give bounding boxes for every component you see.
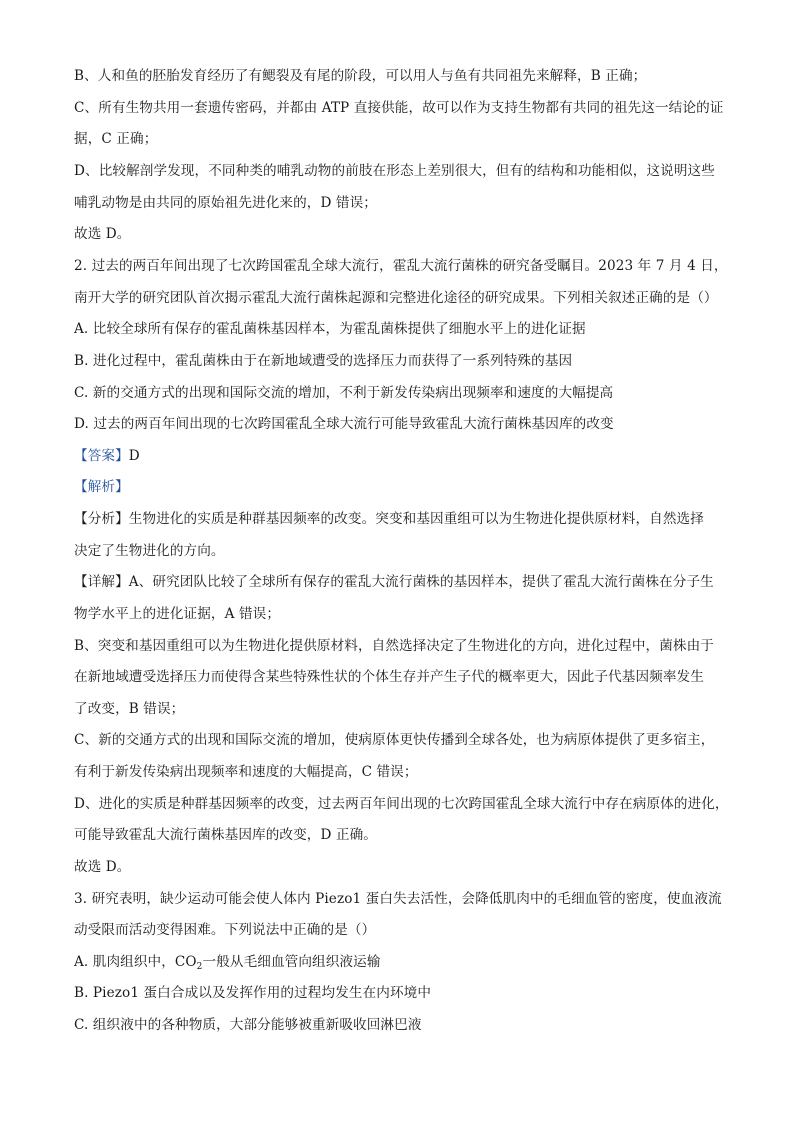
xiangjie-text: 在新地域遭受选择压力而使得含某些特殊性状的个体生存并产生子代的概率更大，因此子代基因频率发生 <box>74 669 704 685</box>
text-line: 故选 D。 <box>74 226 131 242</box>
fenxi-text: 生物进化的实质是种群基因频率的改变。突变和基因重组可以为生物进化提供原材料，自然选择 <box>128 511 704 527</box>
q3-option-c: C. 组织液中的各种物质，大部分能够被重新吸收回淋巴液 <box>74 1017 422 1033</box>
question-2-text: 南开大学的研究团队首次揭示霍乱大流行菌株起源和完整进化途径的研究成果。下列相关叙述正确的是（） <box>74 290 718 306</box>
question-3-text: 3. 研究表明，缺少运动可能会使人体内 Piezo1 蛋白失去活性，会降低肌肉中的毛细血管的密度，使血液流 <box>74 891 722 907</box>
xiangjie-text: D、进化的实质是种群基因频率的改变，过去两百年间出现的七次跨国霍乱全球大流行中存在病原体的进化， <box>74 796 729 812</box>
text-line: C、所有生物共用一套遗传密码，并都由 ATP 直接供能，故可以作为支持生物都有共同的祖先这一结论的证 <box>74 100 724 116</box>
fenxi-line <box>74 509 722 529</box>
xiangjie-line <box>74 572 722 592</box>
xiangjie-text: 有利于新发传染病出现频率和速度的大幅提高，C 错误； <box>74 764 418 780</box>
q3-option-b: B. Piezo1 蛋白合成以及发挥作用的过程均发生在内环境中 <box>74 985 432 1001</box>
fenxi-text: 决定了生物进化的方向。 <box>74 543 225 559</box>
answer-line <box>74 446 722 466</box>
xiangjie-text: 故选 D。 <box>74 859 131 875</box>
question-3-text: 动受限而活动变得困难。下列说法中正确的是（） <box>74 922 376 938</box>
xiangjie-text: 物学水平上的进化证据，A 错误； <box>74 606 281 622</box>
text-line: 哺乳动物是由共同的原始祖先进化来的，D 错误； <box>74 195 377 211</box>
xiangjie-text: A、研究团队比较了全球所有保存的霍乱大流行菌株的基因样本，提供了霍乱大流行菌株在分子生 <box>128 574 714 590</box>
fenxi-tag: 【分析】 <box>74 511 129 527</box>
xiangjie-text: 了改变，B 错误； <box>74 701 185 717</box>
option-c: C. 新的交通方式的出现和国际交流的增加，不利于新发传染病出现频率和速度的大幅提高 <box>74 385 614 401</box>
answer-tag: 【答案】 <box>74 448 129 464</box>
option-d: D. 过去的两百年间出现的七次跨国霍乱全球大流行可能导致霍乱大流行菌株基因库的改变 <box>74 416 614 432</box>
analysis-line <box>74 477 722 497</box>
answer-value: D <box>128 448 140 464</box>
text-line: B、人和鱼的胚胎发育经历了有鳃裂及有尾的阶段，可以用人与鱼有共同祖先来解释，B 正确； <box>74 68 647 84</box>
option-b: B. 进化过程中，霍乱菌株由于在新地域遭受的选择压力而获得了一系列特殊的基因 <box>74 353 573 369</box>
option-a: A. 比较全球所有保存的霍乱菌株基因样本，为霍乱菌株提供了细胞水平上的进化证据 <box>74 321 586 337</box>
q3-option-a: A. 肌肉组织中，$CO_2$一般从毛细血管向组织液运输 <box>74 954 381 972</box>
xiangjie-text: C、新的交通方式的出现和国际交流的增加，使病原体更快传播到全球各处，也为病原体提供了更多宿主， <box>74 732 715 748</box>
text-line: 据，C 正确； <box>74 131 158 147</box>
xiangjie-text: 可能导致霍乱大流行菌株基因库的改变，D 正确。 <box>74 827 377 843</box>
analysis-tag: 【解析】 <box>74 479 129 495</box>
xiangjie-tag: 【详解】 <box>74 574 129 590</box>
xiangjie-text: B、突变和基因重组可以为生物进化提供原材料，自然选择决定了生物进化的方向，进化过程中，菌株由于 <box>74 638 714 654</box>
text-line: D、比较解剖学发现，不同种类的哺乳动物的前肢在形态上差别很大，但有的结构和功能相似，这说明这些 <box>74 163 715 179</box>
question-2-text: 2. 过去的两百年间出现了七次跨国霍乱全球大流行，霍乱大流行菌株的研究备受瞩目。2023 年 7 月 4 日， <box>74 258 728 274</box>
